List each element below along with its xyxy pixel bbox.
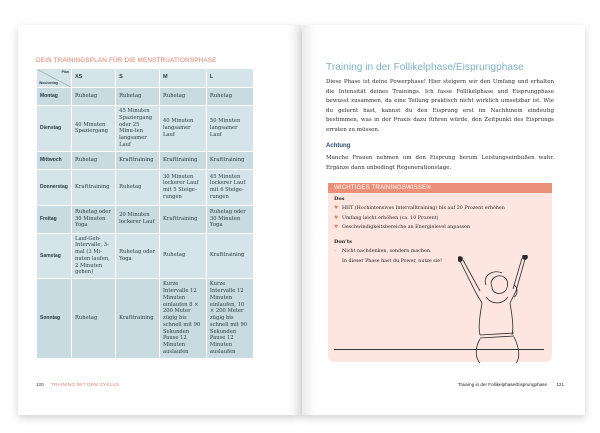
column-header: L xyxy=(206,69,253,88)
info-box xyxy=(328,183,552,362)
heart-bullet-icon: ♥ xyxy=(334,206,339,211)
dash-bullet-icon: – xyxy=(334,249,337,254)
training-plan-table xyxy=(36,68,254,359)
right-footer xyxy=(458,382,564,387)
page-number: 121 xyxy=(556,382,564,387)
page-number: 120 xyxy=(36,382,44,387)
weekday-cell: Mittwoch xyxy=(37,151,72,169)
table-header-row xyxy=(37,69,254,88)
column-header: XS xyxy=(72,69,116,88)
donts-list xyxy=(334,247,442,266)
column-header: S xyxy=(116,69,160,88)
column-header: M xyxy=(159,69,206,88)
weekday-cell: Dienstag xyxy=(37,106,72,152)
corner-weekday-label: Wochentag xyxy=(39,81,58,86)
running-head: TRAINING MIT DEM ZYKLUS xyxy=(50,382,120,387)
gutter-shadow xyxy=(302,25,316,415)
table-cell: 45 Minuten Spaziergang oder 25 Minu-ten langsamer Lauf xyxy=(116,106,160,152)
table-cell: Kurze Intervalle 12 Minuten einlaufen 8 × 200 Meter zügig bis schnell mit 90 Sekunden Pause 12 Minuten auslaufen xyxy=(159,279,206,359)
table-cell: Ruhetag xyxy=(159,88,206,106)
table-cell: Ruhetag xyxy=(159,233,206,279)
running-head: Training in der Follikelphase/Eisprungphase xyxy=(457,382,548,387)
table-row xyxy=(37,88,254,106)
table-cell: Ruhetag oder 30 Minuten Yoga xyxy=(72,205,116,233)
intro-paragraph: Diese Phase ist deine Powerphase! Hier steigern wir den Umfang und erhalten die Intensität deines Trainings. Ich fasse Follikelphase und Eisprungphase bewusst zusammen, da eine Teilung praktisch nicht wirklich umsetzbar ist. Wie du gelernt hast, kannst du den Eisprung erst im Nachhinein eindeutig bestimmen, was in der Praxis dazu führen würde, den Zeitpunkt des Eisprungs erraten zu müssen. xyxy=(326,79,554,133)
left-footer xyxy=(36,382,120,387)
table-cell: Ruhetag xyxy=(72,151,116,169)
table-cell: 45 Minuten lockerer Lauf mit 6 Steige-rungen xyxy=(206,169,253,205)
weekday-cell: Freitag xyxy=(37,205,72,233)
table-cell: Krafttraining xyxy=(116,279,160,359)
table-cell: Ruhetag xyxy=(206,88,253,106)
table-cell: Krafttraining xyxy=(116,151,160,169)
table-cell: Krafttraining xyxy=(72,169,116,205)
page-title: Training in der Follikelphase/Eisprungphase xyxy=(326,62,524,73)
table-row xyxy=(37,205,254,233)
dos-label: Dos xyxy=(334,196,345,202)
weekday-cell: Montag xyxy=(37,88,72,106)
table-cell: Lauf-Geh-Intervalle, 3-mal (3 Mi-nuten laufen, 2 Minuten gehen) xyxy=(72,233,116,279)
table-cell: Krafttraining xyxy=(206,233,253,279)
corner-cell xyxy=(37,69,72,88)
table-cell: Krafttraining xyxy=(159,205,206,233)
ground-line xyxy=(334,349,544,350)
corner-plan-label: Plan xyxy=(61,70,69,74)
table-row xyxy=(37,233,254,279)
dos-list xyxy=(334,204,505,233)
table-cell: Ruhetag xyxy=(116,169,160,205)
table-cell: Krafttraining xyxy=(206,151,253,169)
donts-label: Don'ts xyxy=(334,239,352,245)
table-cell: Kurze Intervalle 12 Minuten einlaufen, 10 × 200 Meter zügig bis schnell mit 90 Sekunden Pause 12 Minuten auslaufen xyxy=(206,279,253,359)
info-box-title: WICHTIGES TRAININGSWISSEN xyxy=(328,183,552,193)
heart-bullet-icon: ♥ xyxy=(334,215,339,221)
table-row xyxy=(37,106,254,152)
table-row xyxy=(37,169,254,205)
subheading: Achtung xyxy=(326,143,351,149)
list-item: ♥ Geschwindigkeitsbereiche an Energielevel anpassen xyxy=(334,223,505,233)
table-cell: 50 Minuten langsamer Lauf xyxy=(206,106,253,152)
gutter-shadow xyxy=(287,25,301,415)
weekday-cell: Samstag xyxy=(37,233,72,279)
list-item: In dieser Phase hast du Power, nutze sie! xyxy=(342,258,443,264)
table-cell: Ruhetag oder 30 Minuten Yoga xyxy=(206,205,253,233)
weekday-cell: Donnerstag xyxy=(37,169,72,205)
table-cell: Ruhetag oder Yoga xyxy=(116,233,160,279)
table-cell: 40 Minuten Spaziergang xyxy=(72,106,116,152)
table-cell: Ruhetag xyxy=(72,88,116,106)
weekday-cell: Sonntag xyxy=(37,279,72,359)
table-cell: Ruhetag xyxy=(116,88,160,106)
table-row xyxy=(37,279,254,359)
list-item: – Nicht nachdenken, sondern machen. xyxy=(334,247,442,257)
table-cell: 40 Minuten langsamer Lauf xyxy=(159,106,206,152)
list-item: ♥ HIIT (Hochintensives Intervalltraining) bis auf 20 Prozent erhöhen xyxy=(334,204,505,214)
table-row xyxy=(37,151,254,169)
table-cell: 30 Minuten lockerer Lauf mit 5 Steige-rungen xyxy=(159,169,206,205)
section-title: DEIN TRAININGSPLAN FÜR DIE MENSTRUATIONSPHASE xyxy=(36,57,217,64)
table-cell: 20 Minuten lockerer Lauf xyxy=(116,205,160,233)
list-item: ♥ Umfang leicht erhöhen (ca. 10 Prozent) xyxy=(334,214,505,224)
table-cell: Krafttraining xyxy=(159,151,206,169)
warning-paragraph: Manche Frauen nehmen um den Eisprung herum Leistungseinbußen wahr. Ergänze dann unbedingt Regenerationstage. xyxy=(326,155,554,171)
table-cell: Ruhetag xyxy=(72,279,116,359)
heart-bullet-icon: ♥ xyxy=(334,225,339,230)
